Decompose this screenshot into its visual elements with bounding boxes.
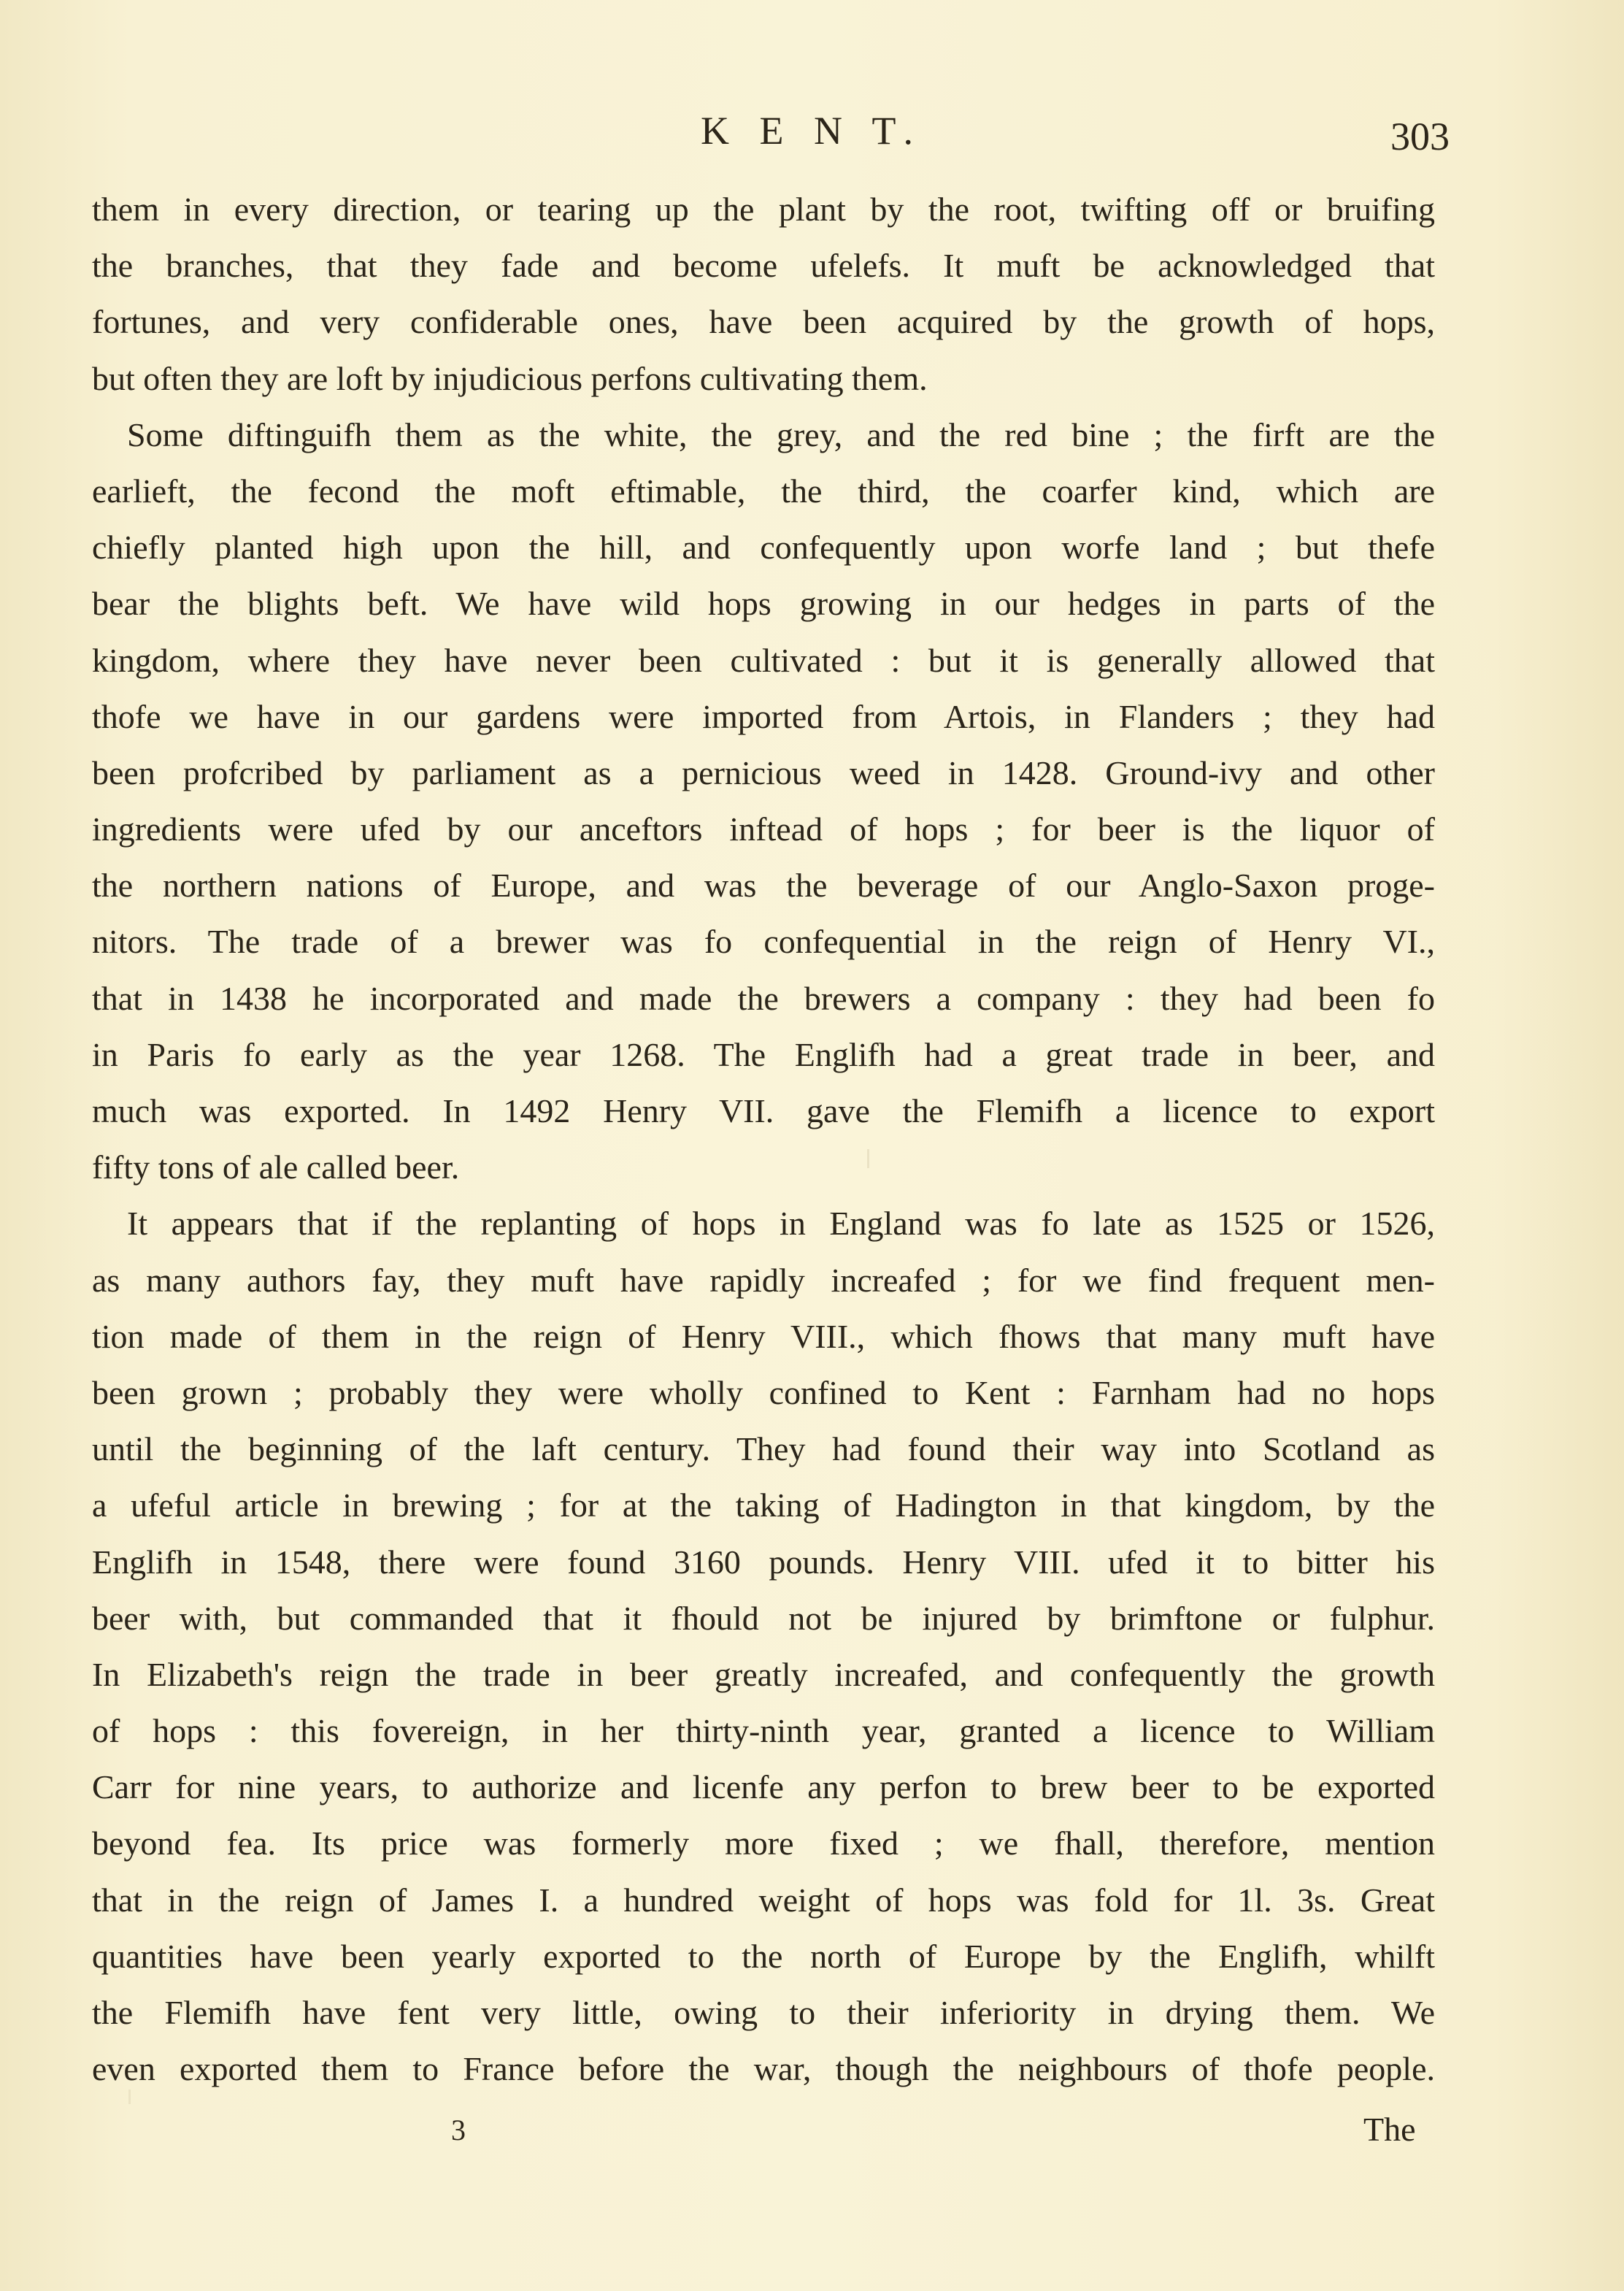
catchword: The bbox=[1363, 2111, 1416, 2148]
text-line: quantities have been yearly exported to the north of Europe by the Englifh, whilft bbox=[92, 1937, 1435, 1975]
text-line: thofe we have in our gardens were imported from Artois, in Flanders ; they had bbox=[92, 697, 1435, 735]
text-line: been grown ; probably they were wholly confined to Kent : Farnham had no hops bbox=[92, 1373, 1435, 1411]
text-line: the Flemifh have fent very little, owing to their inferiority in drying them. We bbox=[92, 1994, 1435, 2031]
text-line: earlieft, the fecond the moft eftimable, the third, the coarfer kind, which are bbox=[92, 472, 1435, 510]
page-blemish bbox=[867, 1149, 869, 1168]
text-line: kingdom, where they have never been cultivated : but it is generally allowed that bbox=[92, 641, 1435, 679]
page-number: 303 bbox=[1390, 115, 1450, 158]
text-line: much was exported. In 1492 Henry VII. gave the Flemifh a licence to export bbox=[92, 1092, 1435, 1129]
text-line: chiefly planted high upon the hill, and confequently upon worfe land ; but thefe bbox=[92, 529, 1435, 567]
body-text bbox=[92, 181, 1435, 2097]
text-line: in Paris fo early as the year 1268. The Englifh had a great trade in beer, and bbox=[92, 1035, 1435, 1073]
text-line: beer with, but commanded that it fhould not be injured by brimftone or fulphur. bbox=[92, 1599, 1435, 1637]
text-line: ingredients were ufed by our anceftors inftead of hops ; for beer is the liquor of bbox=[92, 810, 1435, 848]
text-line: a ufeful article in brewing ; for at the taking of Hadington in that kingdom, by the bbox=[92, 1486, 1435, 1524]
signature-mark: 3 bbox=[451, 2114, 466, 2146]
text-line: of hops : this fovereign, in her thirty-ninth year, granted a licence to William bbox=[92, 1712, 1435, 1750]
text-line: In Elizabeth's reign the trade in beer greatly increafed, and confequently the growth bbox=[92, 1655, 1435, 1693]
text-line: even exported them to France before the war, though the neighbours of thofe people. bbox=[92, 2050, 1435, 2088]
text-line: but often they are loft by injudicious perfons cultivating them. bbox=[92, 359, 928, 397]
page-blemish bbox=[128, 2089, 131, 2104]
text-line: them in every direction, or tearing up the plant by the root, twifting off or bruifing bbox=[92, 191, 1435, 228]
text-line: as many authors fay, they muft have rapidly increafed ; for we find frequent men- bbox=[92, 1261, 1435, 1299]
text-line: It appears that if the replanting of hops in England was fo late as 1525 or 1526, bbox=[127, 1205, 1435, 1243]
text-line: nitors. The trade of a brewer was fo confequential in the reign of Henry VI., bbox=[92, 923, 1435, 961]
text-line: beyond fea. Its price was formerly more fixed ; we fhall, therefore, mention bbox=[92, 1824, 1435, 1862]
text-line: Carr for nine years, to authorize and licenfe any perfon to brew beer to be exported bbox=[92, 1768, 1435, 1806]
text-line: that in 1438 he incorporated and made the brewers a company : they had been fo bbox=[92, 979, 1435, 1017]
text-line: fifty tons of ale called beer. bbox=[92, 1148, 460, 1186]
text-line: tion made of them in the reign of Henry VIII., which fhows that many muft have bbox=[92, 1317, 1435, 1355]
text-line: the branches, that they fade and become ufelefs. It muft be acknowledged that bbox=[92, 247, 1435, 285]
text-line: bear the blights beft. We have wild hops growing in our hedges in parts of the bbox=[92, 585, 1435, 623]
text-line: Some diftinguifh them as the white, the grey, and the red bine ; the firft are the bbox=[127, 415, 1435, 453]
text-line: Englifh in 1548, there were found 3160 pounds. Henry VIII. ufed it to bitter his bbox=[92, 1543, 1435, 1581]
text-line: fortunes, and very confiderable ones, have been acquired by the growth of hops, bbox=[92, 303, 1435, 341]
text-line: the northern nations of Europe, and was the beverage of our Anglo-Saxon proge- bbox=[92, 867, 1435, 905]
text-line: that in the reign of James I. a hundred weight of hops was fold for 1l. 3s. Great bbox=[92, 1881, 1435, 1919]
text-line: been profcribed by parliament as a pernicious weed in 1428. Ground-ivy and other bbox=[92, 753, 1435, 791]
text-line: until the beginning of the laft century. They had found their way into Scotland as bbox=[92, 1430, 1435, 1468]
running-head: K E N T. bbox=[701, 109, 923, 153]
